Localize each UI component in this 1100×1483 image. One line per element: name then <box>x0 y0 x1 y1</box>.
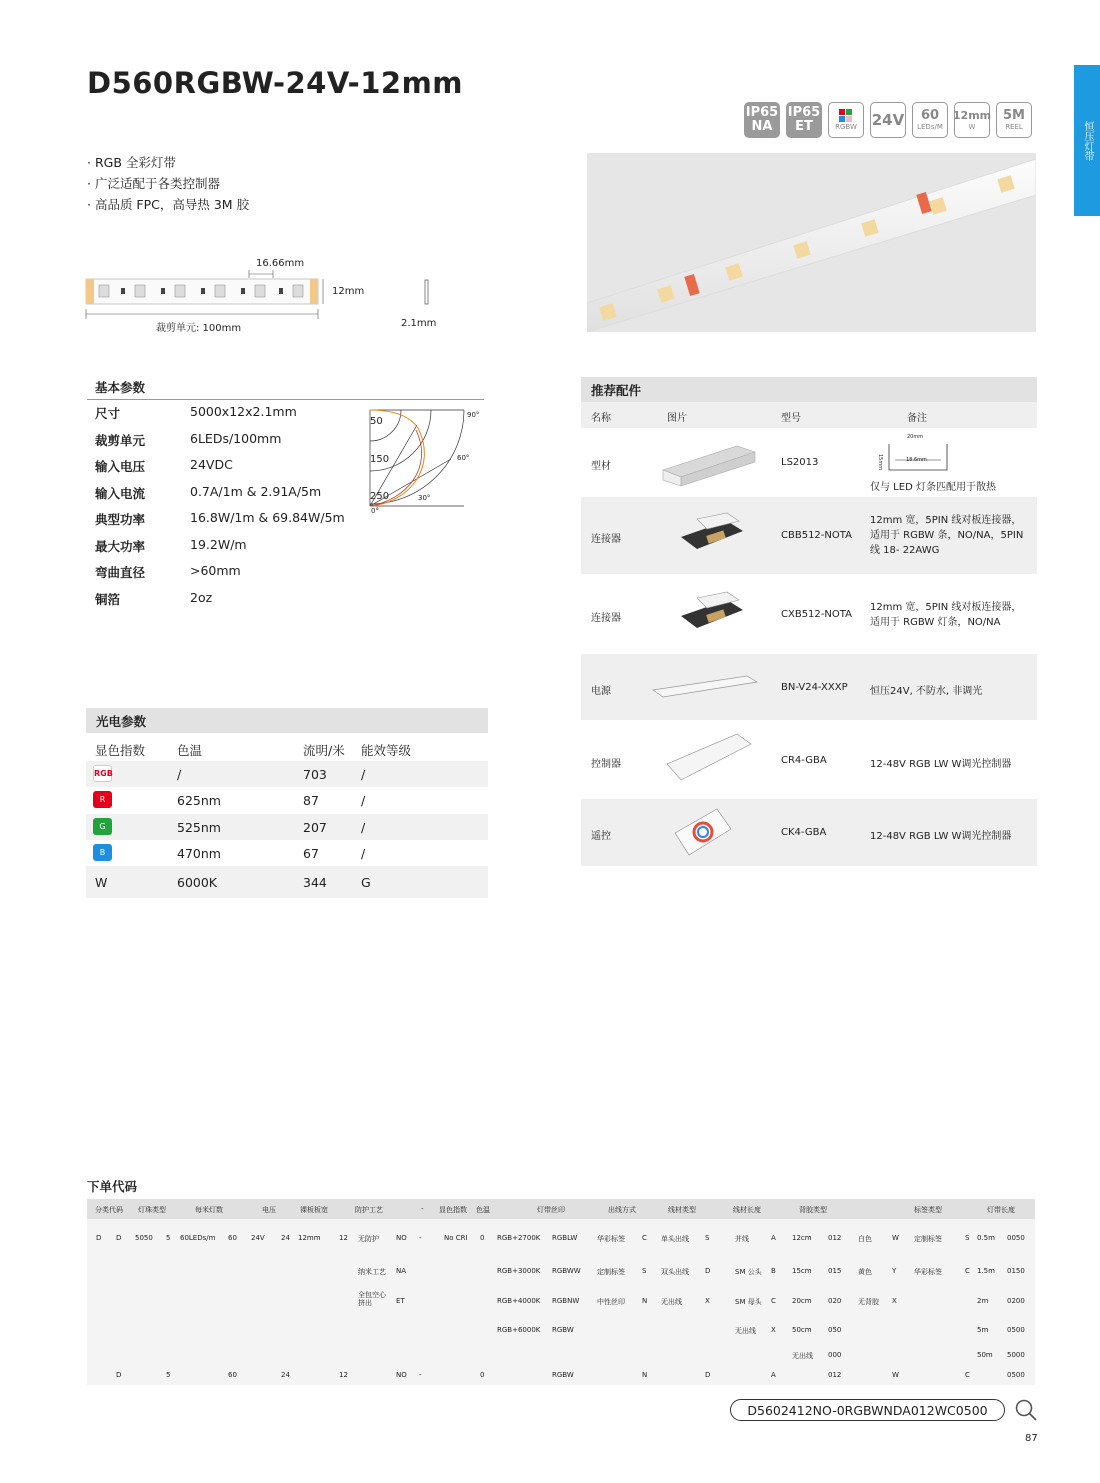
order-code-cell: 0500 <box>1007 1326 1025 1334</box>
order-code-cell: 020 <box>828 1297 842 1305</box>
optical-row: R 625nm 87 / <box>86 787 488 813</box>
order-code-header: - <box>421 1205 424 1213</box>
order-code-cell: 60 <box>228 1234 237 1242</box>
order-code-cell: RGB+2700K <box>497 1234 541 1242</box>
basic-params-heading: 基本参数 <box>95 380 146 395</box>
strip-product-photo <box>587 153 1036 332</box>
order-code-cell: 无出线 <box>735 1327 756 1335</box>
voltage-badge: 24V <box>870 102 906 138</box>
order-code-cell: D <box>116 1234 122 1242</box>
accessories-table <box>581 402 1037 866</box>
optical-row: B 470nm 67 / <box>86 840 488 866</box>
order-code-cell: 12cm <box>792 1234 812 1242</box>
order-code-cell: C <box>965 1371 970 1379</box>
order-code-cell: X <box>892 1297 897 1305</box>
order-code-header: 标签类型 <box>914 1206 942 1214</box>
order-code-cell: 全包空心挤出 <box>358 1291 386 1307</box>
order-code-cell: 定制标签 <box>914 1235 942 1243</box>
order-code-header: 显色指数 <box>439 1206 467 1214</box>
order-code-cell: S <box>705 1234 710 1242</box>
spec-badges <box>744 102 1032 138</box>
order-code-cell: ET <box>396 1297 405 1305</box>
order-code-cell: RGB+4000K <box>497 1297 541 1305</box>
order-code-cell: 单头出线 <box>661 1235 689 1243</box>
rgbw-badge: RGBW <box>828 102 864 138</box>
order-code-header: 色温 <box>476 1206 490 1214</box>
order-code-cell: 华彩标签 <box>914 1268 942 1276</box>
order-code-cell: 中性丝印 <box>597 1298 625 1306</box>
polar-angle: 0° <box>371 507 379 515</box>
feature-item: · 高品质 FPC，高导热 3M 胶 <box>87 194 249 215</box>
optical-params-header <box>86 708 488 733</box>
order-code-example <box>730 1399 1005 1421</box>
order-code-cell: A <box>771 1234 776 1242</box>
order-code-cell: D <box>705 1371 711 1379</box>
order-code-cell: C <box>771 1297 776 1305</box>
order-code-cell: 012 <box>828 1371 842 1379</box>
width-badge: 12mm W <box>954 102 990 138</box>
order-code-cell: 0.5m <box>977 1234 995 1242</box>
accessories-header <box>581 377 1037 402</box>
feature-item: · 广泛适配于各类控制器 <box>87 173 249 194</box>
order-code-cell: 12 <box>339 1234 348 1242</box>
order-code-cell: - <box>419 1371 422 1379</box>
order-code-header: 线材类型 <box>668 1206 696 1214</box>
order-code-cell: 华彩标签 <box>597 1235 625 1243</box>
connector-image <box>677 511 747 557</box>
order-code-header: 灯珠类型 <box>138 1206 166 1214</box>
accessory-row: 电源 BN-V24-XXXP 恒压24V, 不防水, 非调光 <box>581 654 1037 720</box>
order-code-cell: 0 <box>480 1371 485 1379</box>
reel-badge: 5M REEL <box>996 102 1032 138</box>
order-code-cell: 无出线 <box>661 1298 682 1306</box>
order-code-cell: 5 <box>166 1371 171 1379</box>
cut-unit-label: 裁剪单元: 100mm <box>156 323 242 334</box>
order-code-cell: 2m <box>977 1297 989 1305</box>
order-code-cell: 20cm <box>792 1297 812 1305</box>
polar-label: 50 <box>370 416 383 427</box>
profile-dimension-drawing: 20mm 15mm 18.6mm <box>877 434 957 474</box>
order-code-header: 裸板板宽 <box>300 1206 328 1214</box>
polar-label: 150 <box>370 454 390 465</box>
order-code-header: 灯带丝印 <box>537 1206 565 1214</box>
order-code-cell: X <box>771 1326 776 1334</box>
optical-row: W 6000K 344 G <box>86 866 488 898</box>
polar-angle: 30° <box>418 494 431 502</box>
order-code-example-text: D5602412NO-0RGBWNDA012WC0500 <box>747 1402 988 1418</box>
order-code-cell: RGB+6000K <box>497 1326 541 1334</box>
order-code-cell: S <box>642 1267 647 1275</box>
order-code-cell: 24 <box>281 1371 290 1379</box>
thickness-drawing <box>422 278 432 312</box>
order-code-cell: 黄色 <box>858 1268 872 1276</box>
order-code-header: 每米灯数 <box>195 1206 223 1214</box>
order-code-header: 分类代码 <box>95 1206 123 1214</box>
order-code-cell: No CRI <box>444 1234 468 1242</box>
order-code-cell: RGB+3000K <box>497 1267 541 1275</box>
feature-list <box>87 152 249 215</box>
ip65-et-badge: IP65 ET <box>786 102 822 138</box>
rgb-squares-icon <box>838 109 854 123</box>
ip65-na-badge: IP65 NA <box>744 102 780 138</box>
optical-header-row: 显色指数 色温 流明/米 能效等级 <box>95 743 412 758</box>
basic-params-header <box>87 377 484 400</box>
polar-angle: 90° <box>467 411 480 419</box>
order-code-cell: 5050 <box>135 1234 153 1242</box>
order-code-header: 出线方式 <box>608 1206 636 1214</box>
order-code-cell: D <box>96 1234 102 1242</box>
order-code-header: 背胶类型 <box>799 1206 827 1214</box>
led-density-badge: 60 LEDs/M <box>912 102 948 138</box>
remote-control-image <box>671 803 737 863</box>
order-code-cell: 0050 <box>1007 1234 1025 1242</box>
rgb-chip: RGB <box>93 765 112 782</box>
order-code-heading: 下单代码 <box>87 1179 138 1194</box>
order-code-cell: 定制标签 <box>597 1268 625 1276</box>
order-code-cell: C <box>965 1267 970 1275</box>
order-code-cell: S <box>965 1234 970 1242</box>
order-code-cell: 无防护 <box>358 1235 379 1243</box>
order-code-header: 防护工艺 <box>355 1206 383 1214</box>
order-code-cell: 纳米工艺 <box>358 1268 386 1276</box>
order-code-cell: 012 <box>828 1234 842 1242</box>
order-code-cell: 50cm <box>792 1326 812 1334</box>
order-code-cell: W <box>892 1371 899 1379</box>
order-code-cell: 0200 <box>1007 1297 1025 1305</box>
order-code-header: 线材长度 <box>733 1206 761 1214</box>
page-number: 87 <box>1025 1433 1038 1444</box>
order-code-cell: 015 <box>828 1267 842 1275</box>
order-code-cell: 50m <box>977 1351 993 1359</box>
order-code-cell: 12mm <box>298 1234 321 1242</box>
order-code-cell: 无出线 <box>792 1352 813 1360</box>
order-code-cell: SM 母头 <box>735 1298 762 1306</box>
order-code-cell: D <box>116 1371 122 1379</box>
order-code-cell: D <box>705 1267 711 1275</box>
order-code-cell: 双头出线 <box>661 1268 689 1276</box>
order-code-header: 电压 <box>262 1206 276 1214</box>
order-code-cell: 000 <box>828 1351 842 1359</box>
order-code-cell: 15cm <box>792 1267 812 1275</box>
strip-dimension-diagram <box>85 258 385 338</box>
order-code-cell: 60 <box>228 1371 237 1379</box>
order-code-cell: A <box>771 1371 776 1379</box>
order-code-cell: Y <box>892 1267 897 1275</box>
order-code-cell: 0150 <box>1007 1267 1025 1275</box>
order-code-table <box>87 1199 1035 1385</box>
accessory-row: 型材 LS2013 20mm 15mm 18.6mm 仅与 LED 灯条匹配用于散热 <box>591 434 996 493</box>
order-code-cell: 60LEDs/m <box>180 1234 216 1242</box>
order-code-cell: 12 <box>339 1371 348 1379</box>
optical-row: RGB / 703 / <box>86 761 488 787</box>
blue-chip: B <box>93 844 112 861</box>
connector-image <box>677 590 747 636</box>
pitch-label: 16.66mm <box>256 258 305 269</box>
led-strip-image <box>587 153 1036 332</box>
order-code-cell: - <box>419 1234 422 1242</box>
accessory-row: 连接器 CXB512-NOTA 12mm 宽，5PIN 线对板连接器，适用于 RGBW 灯条，NO/NA <box>581 574 1037 653</box>
order-code-cell: 24V <box>251 1234 265 1242</box>
order-code-cell: 白色 <box>858 1235 872 1243</box>
order-code-cell: X <box>705 1297 710 1305</box>
order-code-cell: NO <box>396 1234 407 1242</box>
order-code-cell: RGBNW <box>552 1297 580 1305</box>
accessory-row: 遥控 CK4-GBA 12-48V RGB LW W调光控制器 <box>581 799 1037 866</box>
accessory-row: 控制器 CR4-GBA 12-48V RGB LW W调光控制器 <box>581 720 1037 798</box>
search-icon[interactable] <box>1014 1398 1038 1422</box>
order-code-cell: 0500 <box>1007 1371 1025 1379</box>
order-code-cell: 0 <box>480 1234 485 1242</box>
controller-image <box>665 730 755 786</box>
accessories-heading: 推荐配件 <box>591 382 642 398</box>
profile-image <box>661 444 757 488</box>
green-chip: G <box>93 818 112 835</box>
order-code-cell: 050 <box>828 1326 842 1334</box>
order-code-cell: C <box>642 1234 647 1242</box>
order-code-cell: 5 <box>166 1234 171 1242</box>
order-code-cell: RGBW <box>552 1371 574 1379</box>
order-code-cell: 5000 <box>1007 1351 1025 1359</box>
order-code-cell: 24 <box>281 1234 290 1242</box>
accessories-column-row: 名称 图片 型号 备注 <box>581 402 1037 428</box>
order-code-cell: N <box>642 1371 648 1379</box>
order-code-cell: NA <box>396 1267 407 1275</box>
order-code-cell: 并线 <box>735 1235 749 1243</box>
order-code-cell: SM 公头 <box>735 1268 762 1276</box>
polar-angle: 60° <box>457 454 470 462</box>
order-code-cell: 无背胶 <box>858 1298 879 1306</box>
order-code-cell: RGBLW <box>552 1234 578 1242</box>
feature-item: · RGB 全彩灯带 <box>87 152 249 173</box>
order-code-cell: W <box>892 1234 899 1242</box>
order-code-cell: RGBW <box>552 1326 574 1334</box>
order-code-cell: 5m <box>977 1326 989 1334</box>
side-tab-label: 恒压灯带 <box>1082 121 1093 161</box>
order-code-cell: B <box>771 1267 776 1275</box>
accessory-row: 连接器 CBB512-NOTA 12mm 宽，5PIN 线对板连接器，适用于 RGBW 条，NO/NA，5PIN 线 18- 22AWG <box>581 497 1037 574</box>
product-title: D560RGBW-24V-12mm <box>87 66 463 100</box>
order-code-cell: NO <box>396 1371 407 1379</box>
thickness-label: 2.1mm <box>401 318 437 329</box>
optical-row: G 525nm 207 / <box>86 814 488 840</box>
order-code-header: 灯带长度 <box>987 1206 1015 1214</box>
light-distribution-diagram <box>368 408 484 518</box>
optical-params-heading: 光电参数 <box>96 713 147 729</box>
red-chip: R <box>93 791 112 808</box>
width-label: 12mm <box>332 286 365 297</box>
order-code-cell: 1.5m <box>977 1267 995 1275</box>
power-supply-image <box>651 674 761 700</box>
polar-label: 250 <box>370 491 390 502</box>
order-code-cell: RGBWW <box>552 1267 581 1275</box>
category-side-tab[interactable] <box>1074 65 1100 216</box>
order-code-cell: N <box>642 1297 648 1305</box>
